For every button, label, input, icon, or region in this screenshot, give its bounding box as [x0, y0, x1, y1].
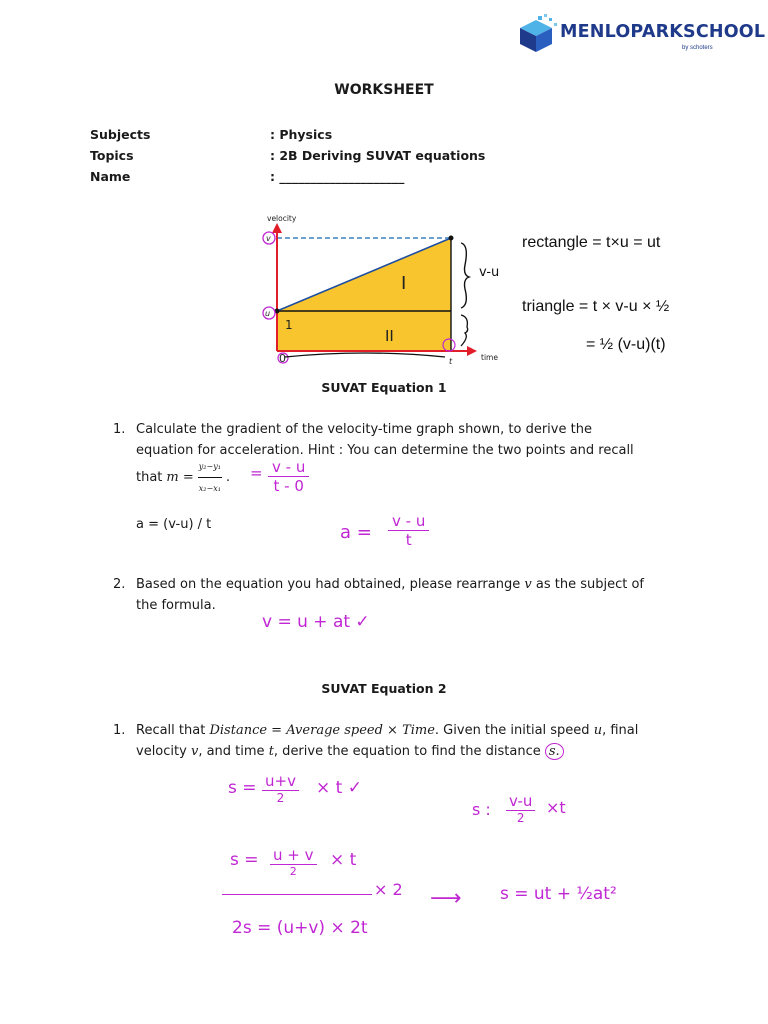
section-title-1: SUVAT Equation 1: [321, 380, 447, 395]
hand-divider-line: [222, 894, 372, 895]
s2-q1-number: 1.: [113, 723, 126, 738]
hand-a-fraction: [388, 512, 429, 549]
school-name: MENLOPARKSCHOOL: [560, 22, 766, 42]
hand-s4: s = ut + ½at²: [500, 884, 617, 904]
q1-line-3: that: [136, 469, 163, 485]
section-title-2: SUVAT Equation 2: [321, 681, 447, 696]
q2-number: 2.: [113, 577, 126, 592]
hand-s5: 2s = (u+v) × 2t: [232, 918, 368, 938]
s2-q1-line2-prefix: velocity: [136, 744, 187, 759]
q1-number: 1.: [113, 422, 126, 437]
q2-text: [136, 574, 681, 616]
graph-vu-label: v-u: [479, 265, 500, 280]
q1-formula-denominator: x₂−x₁: [198, 483, 221, 493]
meta-value-topics: : 2B Deriving SUVAT equations: [270, 148, 486, 163]
hand-times-2: × 2: [374, 880, 403, 899]
graph-v-label: v: [266, 234, 271, 243]
meta-label-name: Name: [90, 169, 131, 184]
x-axis-arrow-icon: [467, 346, 477, 356]
q1-formula-m: m =: [166, 469, 194, 485]
s2-q1-line2-suffix: , derive the equation to find the distance: [273, 744, 541, 759]
hand-s1-num: u+v: [262, 772, 299, 791]
q1-formula-numerator: y₂−y₁: [198, 456, 222, 478]
hand-s3-lhs: s =: [230, 850, 259, 870]
q2-line-1-prefix: Based on the equation you had obtained, please rearrange: [136, 577, 521, 592]
hand-gradient-num: v - u: [268, 458, 309, 477]
graph-region-2: II: [385, 327, 394, 345]
hand-s2-num: v-u: [506, 792, 535, 811]
q1-line-1: Calculate the gradient of the velocity-time graph shown, to derive the: [136, 422, 592, 437]
meta-value-subjects: : Physics: [270, 127, 333, 142]
hand-a-den: t: [405, 531, 412, 549]
hand-s3-num: u + v: [270, 846, 317, 865]
q1-typed-answer: a = (v-u) / t: [136, 517, 212, 532]
note-triangle: triangle = t × v-u × ½: [522, 298, 670, 315]
graph-area-fill: [277, 238, 451, 351]
meta-value-name: : ____________________: [270, 169, 405, 184]
school-subtitle: by schoters: [682, 45, 713, 51]
meta-label-topics: Topics: [90, 148, 134, 163]
graph-t-label: t: [449, 357, 453, 366]
y-axis-arrow-icon: [272, 223, 282, 233]
hand-gradient-fraction: [268, 458, 309, 495]
s2-q1-var-v: v: [190, 744, 199, 759]
hand-s3-rhs: × t: [330, 850, 357, 870]
hand-s1-rhs: × t ✓: [316, 778, 362, 798]
hand-s2-rhs: ×t: [546, 798, 566, 817]
velocity-time-graph: [255, 205, 515, 375]
s2-q1-var-s: s.: [545, 743, 564, 760]
hand-a-num: v - u: [388, 512, 429, 531]
q1-line-2: equation for acceleration. Hint : You can determine the two points and recall: [136, 443, 634, 458]
s2-q1-formula: Distance = Average speed × Time: [209, 723, 435, 738]
cube-logo-icon: [516, 14, 558, 52]
hand-s2-fraction: [506, 792, 535, 825]
graph-region-1: I: [401, 273, 407, 294]
hand-s1-fraction: [262, 772, 299, 805]
hand-equals-1: =: [250, 464, 263, 482]
s2-q1-line1-suffix: . Given the initial speed: [434, 723, 590, 738]
graph-y-label: velocity: [267, 214, 297, 223]
q2-line-1-suffix: as the subject of: [535, 577, 645, 592]
hand-s3-den: 2: [289, 865, 297, 878]
page-title: WORKSHEET: [334, 82, 434, 98]
graph-origin-label: 0: [279, 352, 286, 365]
note-triangle-result: = ½ (v-u)(t): [586, 336, 666, 353]
s2-q1-var-t: t: [268, 744, 274, 759]
hand-s2-den: 2: [516, 811, 525, 825]
s2-q1-line1-prefix: Recall that: [136, 723, 206, 738]
hand-gradient-den: t - 0: [273, 477, 304, 495]
s2-q1-line1-end: , final: [602, 723, 639, 738]
hand-s1-den: 2: [276, 791, 285, 805]
hand-s1-lhs: s =: [228, 778, 257, 798]
q2-var-v: v: [524, 577, 532, 592]
hand-s3-fraction: [270, 846, 317, 878]
hand-s2-lhs: s :: [472, 800, 491, 819]
hand-q2-answer: v = u + at ✓: [262, 612, 370, 632]
s2-q1-text: [136, 720, 681, 762]
graph-u-label: u: [265, 309, 271, 318]
meta-label-subjects: Subjects: [90, 127, 151, 142]
graph-x-label: time: [481, 353, 498, 362]
graph-one-label: 1: [285, 318, 293, 332]
q2-line-2: the formula.: [136, 598, 216, 613]
hand-a-lhs: a =: [340, 522, 372, 543]
q1-text: Calculate the gradient of the velocity-time graph shown, to derive the equation for acceleration. Hint : You can determine the two points and recall that m = $\frac{\text{y₂−y₁}}{\text{x₂−x₁}}$ .: [136, 419, 681, 493]
hand-arrow-icon: ⟶: [430, 886, 462, 911]
note-rectangle: rectangle = t×u = ut: [522, 234, 661, 251]
s2-q1-line2-mid: , and time: [198, 744, 265, 759]
s2-q1-var-u: u: [593, 723, 603, 738]
